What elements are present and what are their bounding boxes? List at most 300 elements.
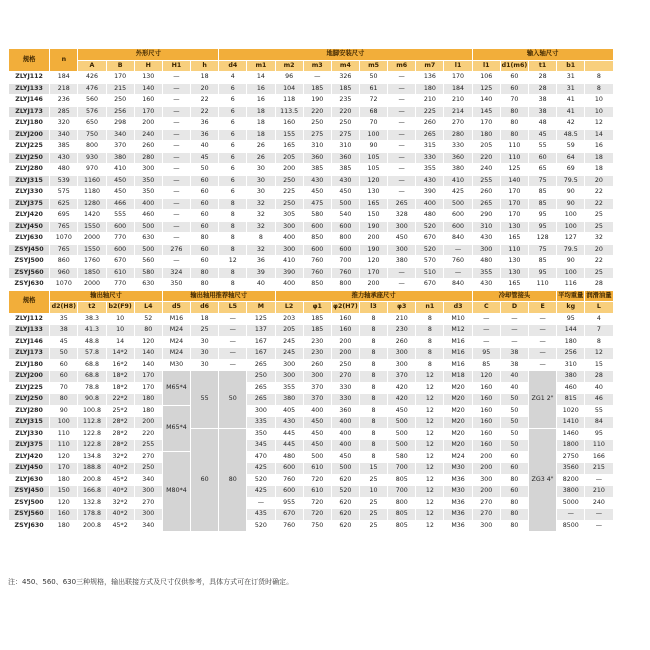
value-cell: 250 [275,198,303,210]
value-cell: 236 [50,95,78,107]
value-cell: 576 [78,106,106,118]
value-cell: 4 [219,72,247,84]
value-cell: 265 [247,382,275,394]
col-header: m1 [247,60,275,72]
merged-cell: 50 [219,371,247,429]
value-cell: 220 [303,106,331,118]
value-cell: 25 [191,325,219,337]
value-cell: 80 [500,509,528,521]
value-cell: 180 [50,474,78,486]
value-cell: 30 [191,336,219,348]
value-cell: 8 [416,313,444,325]
value-cell: 75 [529,244,557,256]
model-cell: ZLYJ420 [9,210,50,222]
value-cell: 12 [416,509,444,521]
value-cell: 955 [275,497,303,509]
value-cell: 670 [416,279,444,291]
value-cell: 350 [162,279,190,291]
value-cell: — [162,175,190,187]
merged-cell: M65*4 [162,371,190,406]
value-cell: 520 [247,520,275,532]
value-cell: 345 [247,440,275,452]
value-cell: 55 [585,405,613,417]
col-group-n: n [50,49,78,72]
col-header: φ3 [388,302,416,314]
value-cell: M24 [162,336,190,348]
value-cell: 95 [529,267,557,279]
value-cell: 90 [359,141,387,153]
value-cell: 12 [585,118,613,130]
value-cell: 130 [500,221,528,233]
table-row [9,210,642,222]
value-cell: — [162,141,190,153]
value-cell: 28 [585,279,613,291]
value-cell: 80 [500,106,528,118]
model-cell: ZSYJ450 [9,244,50,256]
value-cell: 160 [472,440,500,452]
value-cell: 160 [134,95,162,107]
value-cell: 245 [275,336,303,348]
model-cell: ZLYJ180 [9,118,50,130]
value-cell: — [529,313,557,325]
value-cell: 260 [303,359,331,371]
value-cell: 85 [529,198,557,210]
value-cell: — [529,348,557,360]
value-cell: M20 [444,417,472,429]
value-cell: 25 [359,474,387,486]
value-cell: 390 [275,267,303,279]
value-cell: — [388,141,416,153]
value-cell: 68 [359,106,387,118]
value-cell: 32*2 [106,451,134,463]
value-cell: 1760 [78,256,106,268]
table-row [9,244,642,256]
value-cell: 60 [191,244,219,256]
value-cell: 1410 [557,417,585,429]
value-cell: 430 [472,279,500,291]
value-cell: 410 [106,164,134,176]
col-header: m7 [416,60,444,72]
value-cell: — [472,336,500,348]
value-cell: 800 [331,233,359,245]
value-cell: 600 [303,221,331,233]
value-cell: 80 [500,497,528,509]
value-cell: 500 [331,198,359,210]
value-cell: 600 [275,486,303,498]
value-cell: 225 [416,106,444,118]
value-cell: 410 [444,175,472,187]
value-cell: 180 [472,129,500,141]
value-cell: 130 [134,72,162,84]
value-cell: 184 [50,72,78,84]
value-cell: 260 [416,118,444,130]
value-cell: 570 [416,256,444,268]
value-cell: 330 [444,141,472,153]
value-cell: 470 [247,451,275,463]
value-cell: 218 [50,83,78,95]
value-cell: 185 [331,83,359,95]
col-group-foot-mount: 地脚安装尺寸 [219,49,473,61]
model-cell: ZSYJ630 [9,279,50,291]
value-cell: — [388,267,416,279]
value-cell: 8 [219,198,247,210]
value-cell: 805 [388,520,416,532]
value-cell: 8200 [557,474,585,486]
value-cell: — [388,72,416,84]
col-header: d1(m6) [500,60,528,72]
value-cell: 60 [50,371,78,383]
value-cell: 670 [106,256,134,268]
value-cell: 90 [50,405,78,417]
value-cell: 200.8 [78,520,106,532]
value-cell: — [529,359,557,371]
value-cell: — [219,348,247,360]
value-cell: 720 [303,474,331,486]
value-cell: 300 [388,221,416,233]
value-cell: 2000 [78,233,106,245]
model-cell: ZSYJ450 [9,486,50,498]
value-cell: 10 [359,486,387,498]
value-cell: 200 [472,451,500,463]
value-cell: 70 [50,382,78,394]
model-cell: ZSYJ560 [9,267,50,279]
value-cell: 8 [359,313,387,325]
value-cell: — [388,279,416,291]
value-cell: 160 [331,325,359,337]
value-cell: 38 [529,106,557,118]
col-header: t2 [78,302,106,314]
value-cell: 500 [444,198,472,210]
value-cell: 18 [191,313,219,325]
value-cell: 130 [500,256,528,268]
value-cell: — [388,95,416,107]
value-cell: — [388,152,416,164]
value-cell: 466 [106,198,134,210]
value-cell: 620 [331,520,359,532]
merged-cell: M65*4 [162,405,190,451]
value-cell: 1070 [50,279,78,291]
model-cell: ZLYJ173 [9,106,50,118]
value-cell: 110 [500,152,528,164]
value-cell: 127 [557,233,585,245]
value-cell: 190 [359,244,387,256]
value-cell: 12 [416,417,444,429]
value-cell: 69 [557,164,585,176]
model-cell: ZSYJ500 [9,256,50,268]
model-cell: ZSYJ500 [9,497,50,509]
merged-cell: 55 [191,371,219,429]
value-cell: 150 [50,486,78,498]
col-header: L [585,302,613,314]
value-cell: 380 [444,164,472,176]
col-header: b1 [557,60,585,72]
value-cell: 1420 [78,210,106,222]
model-cell: ZLYJ250 [9,152,50,164]
value-cell: 28 [529,72,557,84]
value-cell: 480 [416,210,444,222]
model-cell: ZLYJ280 [9,405,50,417]
value-cell: — [500,313,528,325]
value-cell: 26 [247,141,275,153]
value-cell: — [388,118,416,130]
value-cell: 118 [275,95,303,107]
value-cell: 310 [303,141,331,153]
value-cell: 600 [331,221,359,233]
value-cell: 214 [444,106,472,118]
value-cell: 30 [247,187,275,199]
value-cell: 290 [472,210,500,222]
value-cell: 425 [247,463,275,475]
value-cell: 160 [472,382,500,394]
value-cell: 60 [500,486,528,498]
value-cell: 18 [247,129,275,141]
table-row [9,118,642,130]
value-cell: M36 [444,509,472,521]
value-cell: 30 [247,175,275,187]
value-cell: 96 [275,72,303,84]
value-cell: 230 [303,348,331,360]
value-cell: 805 [388,474,416,486]
value-cell: 185 [303,325,331,337]
value-cell: 500 [388,440,416,452]
value-cell: 560 [78,95,106,107]
value-cell: 430 [331,175,359,187]
col-header: m5 [359,60,387,72]
value-cell: 285 [50,106,78,118]
value-cell: 500 [388,417,416,429]
value-cell: 210 [388,313,416,325]
value-cell: 1850 [78,267,106,279]
value-cell: 8 [585,336,613,348]
value-cell: 120 [359,175,387,187]
value-cell: 300 [388,244,416,256]
value-cell: 170 [134,371,162,383]
value-cell: 50 [500,394,528,406]
value-cell: 32 [585,233,613,245]
value-cell: 600 [106,221,134,233]
value-cell: 8 [359,348,387,360]
model-cell: ZSYJ630 [9,520,50,532]
value-cell: 450 [303,428,331,440]
value-cell: 40 [191,141,219,153]
col-group-model: 规格 [9,290,50,313]
value-cell: 520 [247,474,275,486]
value-cell: 60 [50,359,78,371]
value-cell: 60 [191,198,219,210]
value-cell: 46 [585,394,613,406]
value-cell: 32 [247,221,275,233]
value-cell: 480 [472,256,500,268]
value-cell: 220 [331,106,359,118]
value-cell: 160 [472,428,500,440]
value-cell: — [388,187,416,199]
value-cell: M16 [162,313,190,325]
value-cell: 8 [219,267,247,279]
value-cell: 450 [106,187,134,199]
value-cell: M30 [162,359,190,371]
value-cell: 170 [500,198,528,210]
value-cell: 72 [359,95,387,107]
value-cell: 450 [106,175,134,187]
value-cell: 45 [191,152,219,164]
value-cell: 8500 [557,520,585,532]
value-cell: 45 [529,129,557,141]
value-cell: 270 [444,118,472,130]
value-cell: 110 [585,440,613,452]
value-cell: — [388,83,416,95]
value-cell: 10 [585,106,613,118]
table-row [9,325,642,337]
col-group-output-shaft: 输出轴尺寸 [50,290,163,302]
value-cell: — [162,256,190,268]
value-cell: 28*2 [106,440,134,452]
value-cell: 200 [359,233,387,245]
table-row [9,256,642,268]
value-cell: 360 [331,152,359,164]
value-cell: 435 [247,509,275,521]
value-cell: — [500,325,528,337]
value-cell: 400 [275,233,303,245]
value-cell: 48.8 [78,336,106,348]
value-cell: 340 [50,129,78,141]
model-cell: ZLYJ173 [9,348,50,360]
value-cell: 160 [472,417,500,429]
value-cell: 335 [247,417,275,429]
value-cell: 350 [134,175,162,187]
col-group-weight: 平均重量 [557,290,585,302]
value-cell: 15 [585,359,613,371]
value-cell: 31 [557,83,585,95]
value-cell: 22*2 [106,394,134,406]
value-cell: 630 [134,279,162,291]
value-cell: 120 [50,497,78,509]
value-cell: 255 [134,440,162,452]
value-cell: 430 [303,175,331,187]
model-cell: ZLYJ375 [9,198,50,210]
value-cell: 560 [134,256,162,268]
value-cell: 150 [359,210,387,222]
model-cell: ZLYJ146 [9,95,50,107]
value-cell: 110 [529,279,557,291]
value-cell: 25 [585,221,613,233]
value-cell: 215 [106,83,134,95]
value-cell: M30 [444,486,472,498]
value-cell: 1800 [557,440,585,452]
value-cell: 140 [134,348,162,360]
value-cell: 8 [359,359,387,371]
value-cell: 39 [247,267,275,279]
value-cell: 360 [331,405,359,417]
value-cell: 60 [500,83,528,95]
value-cell: 250 [275,175,303,187]
value-cell: 770 [106,233,134,245]
col-header: m2 [275,60,303,72]
value-cell: 650 [78,118,106,130]
value-cell: 10 [106,325,134,337]
value-cell: 31 [557,72,585,84]
model-cell: ZSYJ560 [9,509,50,521]
value-cell: 425 [247,486,275,498]
value-cell: 310 [331,141,359,153]
value-cell: 8 [359,428,387,440]
value-cell: 45*2 [106,474,134,486]
value-cell: 48.5 [557,129,585,141]
value-cell: 200 [472,463,500,475]
value-cell: 400 [331,417,359,429]
value-cell: 300 [275,221,303,233]
table-row [9,129,642,141]
value-cell: 450 [303,187,331,199]
value-cell: 80 [500,118,528,130]
value-cell: 105 [359,152,387,164]
value-cell: 32 [247,210,275,222]
value-cell: 1280 [78,198,106,210]
value-cell: 8 [247,233,275,245]
merged-cell: M80*4 [162,451,190,532]
value-cell: 1550 [78,221,106,233]
value-cell: 122.8 [78,440,106,452]
value-cell: 205 [472,141,500,153]
value-cell: — [162,210,190,222]
model-cell: ZLYJ180 [9,359,50,371]
value-cell: 400 [416,198,444,210]
value-cell: 330 [331,382,359,394]
model-cell: ZLYJ450 [9,463,50,475]
value-cell: 6 [219,152,247,164]
value-cell: 10 [585,95,613,107]
value-cell: 165 [359,198,387,210]
value-cell: 78.8 [78,382,106,394]
value-cell: 805 [388,509,416,521]
value-cell: — [388,164,416,176]
value-cell: 60 [191,175,219,187]
value-cell: 41 [557,106,585,118]
value-cell: 12 [416,463,444,475]
value-cell: M30 [444,463,472,475]
value-cell: 450 [331,451,359,463]
value-cell: 180 [134,394,162,406]
value-cell: 8 [359,371,387,383]
value-cell: 450 [303,417,331,429]
value-cell: 18 [247,118,275,130]
value-cell: 25 [585,267,613,279]
value-cell: 324 [162,267,190,279]
value-cell: 170 [134,106,162,118]
value-cell: 320 [50,118,78,130]
value-cell: 80 [500,474,528,486]
value-cell: 125 [247,313,275,325]
value-cell: 165 [500,279,528,291]
value-cell: 360 [444,152,472,164]
dimension-table [8,48,642,532]
value-cell: 30 [191,348,219,360]
value-cell: 57.8 [78,348,106,360]
value-cell: 30 [247,164,275,176]
value-cell: 60 [529,152,557,164]
merged-cell: 80 [219,428,247,532]
value-cell: 165 [500,233,528,245]
value-cell: — [162,221,190,233]
col-header: l1 [444,60,472,72]
value-cell: 180 [416,83,444,95]
value-cell: 275 [303,129,331,141]
value-cell: 695 [50,210,78,222]
value-cell: 60 [500,451,528,463]
value-cell: 610 [106,267,134,279]
value-cell: 340 [134,520,162,532]
value-cell: M18 [444,371,472,383]
value-cell: 90 [557,256,585,268]
